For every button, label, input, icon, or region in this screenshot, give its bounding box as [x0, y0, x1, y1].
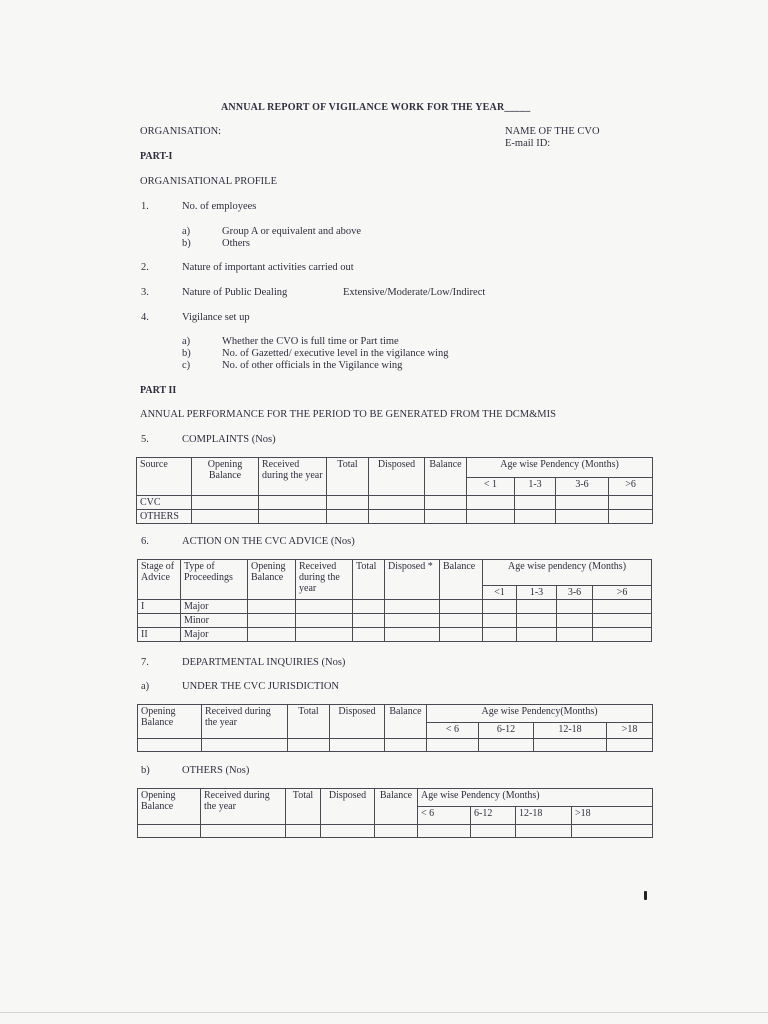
header-cell: Received during the year	[259, 458, 327, 496]
header-cell: Balance	[440, 560, 483, 600]
header-cell: Total	[353, 560, 385, 600]
age-cell: < 6	[427, 723, 479, 739]
item-text: Nature of Public Dealing	[182, 287, 288, 298]
age-cell: 1-3	[515, 478, 556, 496]
age-cell: <1	[483, 586, 517, 600]
section-title: OTHERS (Nos)	[182, 765, 250, 776]
sub-text: Group A or equivalent and above	[222, 226, 362, 237]
item-text: Vigilance set up	[182, 312, 250, 323]
section-number: a)	[141, 681, 150, 692]
cvo-name-label: NAME OF THE CVO	[505, 126, 600, 137]
header-cell: Total	[327, 458, 369, 496]
part1-subheading: ORGANISATIONAL PROFILE	[140, 176, 277, 187]
age-cell: >6	[593, 586, 652, 600]
header-cell: Stage of Advice	[138, 560, 181, 600]
sub-letter: a)	[182, 336, 191, 347]
stage-cell: I	[138, 600, 181, 614]
header-cell: Age wise Pendency (Months)	[418, 789, 653, 807]
header-cell: Source	[137, 458, 192, 496]
table-row	[138, 600, 652, 614]
header-cell: Received during the year	[202, 705, 288, 739]
header-cell: Balance	[375, 789, 418, 825]
document-title: ANNUAL REPORT OF VIGILANCE WORK FOR THE YEAR_____	[221, 102, 531, 113]
stage-cell	[138, 614, 181, 628]
header-cell: Balance	[385, 705, 427, 739]
age-cell: 3-6	[557, 586, 593, 600]
section-number: 5.	[141, 434, 149, 445]
cvc-advice-table	[137, 559, 652, 642]
sub-text: Others	[222, 238, 250, 249]
item-number: 2.	[141, 262, 149, 273]
item-number: 3.	[141, 287, 149, 298]
age-cell: 3-6	[556, 478, 609, 496]
table-row	[138, 825, 653, 838]
sub-letter: b)	[182, 348, 191, 359]
table-row	[138, 628, 652, 642]
section-number: 7.	[141, 657, 149, 668]
row-label: OTHERS	[137, 510, 192, 524]
stage-cell: II	[138, 628, 181, 642]
header-cell: Opening Balance	[138, 705, 202, 739]
sub-letter: a)	[182, 226, 191, 237]
age-cell: >18	[607, 723, 653, 739]
row-label: CVC	[137, 496, 192, 510]
header-cell: Received during the year	[296, 560, 353, 600]
age-cell: 12-18	[516, 807, 572, 825]
header-cell: Total	[286, 789, 321, 825]
section-number: b)	[141, 765, 150, 776]
header-cell: Type of Proceedings	[181, 560, 248, 600]
section-title: DEPARTMENTAL INQUIRIES (Nos)	[182, 657, 346, 668]
section-title: COMPLAINTS (Nos)	[182, 434, 276, 445]
complaints-table	[136, 457, 653, 524]
sub-text: No. of Gazetted/ executive level in the vigilance wing	[222, 348, 449, 359]
header-cell: Disposed *	[385, 560, 440, 600]
age-cell: < 1	[467, 478, 515, 496]
item-number: 1.	[141, 201, 149, 212]
header-cell: Total	[288, 705, 330, 739]
age-cell: < 6	[418, 807, 471, 825]
section-number: 6.	[141, 536, 149, 547]
page-edge	[0, 1012, 768, 1013]
age-cell: >18	[572, 807, 653, 825]
ink-mark	[644, 891, 647, 900]
age-cell: >6	[609, 478, 653, 496]
section-title: UNDER THE CVC JURISDICTION	[182, 681, 340, 692]
header-cell: Disposed	[321, 789, 375, 825]
item-number: 4.	[141, 312, 149, 323]
type-cell: Minor	[181, 614, 248, 628]
header-cell: Balance	[425, 458, 467, 496]
type-cell: Major	[181, 600, 248, 614]
table-row	[137, 496, 653, 510]
sub-letter: c)	[182, 360, 191, 371]
item-text: Nature of important activities carried out	[182, 262, 354, 273]
header-cell: Opening Balance	[248, 560, 296, 600]
public-dealing-options: Extensive/Moderate/Low/Indirect	[343, 287, 486, 298]
cvc-jurisdiction-inquiries-table	[137, 704, 653, 752]
table-row	[137, 510, 653, 524]
header-cell: Age wise pendency (Months)	[483, 560, 652, 586]
header-cell: Opening Balance	[138, 789, 201, 825]
header-cell: Age wise Pendency (Months)	[467, 458, 653, 478]
type-cell: Major	[181, 628, 248, 642]
section-title: ACTION ON THE CVC ADVICE (Nos)	[182, 536, 355, 547]
header-cell: Disposed	[369, 458, 425, 496]
part2-subheading: ANNUAL PERFORMANCE FOR THE PERIOD TO BE GENERATED FROM THE DCM&MIS	[140, 409, 556, 420]
organisation-label: ORGANISATION:	[140, 126, 222, 137]
header-cell: Received during the year	[201, 789, 286, 825]
sub-text: No. of other officials in the Vigilance wing	[222, 360, 403, 371]
email-label: E-mail ID:	[505, 138, 551, 149]
sub-text: Whether the CVO is full time or Part time	[222, 336, 399, 347]
sub-letter: b)	[182, 238, 191, 249]
part1-heading: PART-I	[140, 151, 173, 162]
age-cell: 6-12	[479, 723, 534, 739]
table-row	[138, 614, 652, 628]
age-cell: 1-3	[517, 586, 557, 600]
other-inquiries-table	[137, 788, 653, 838]
header-cell: Age wise Pendency(Months)	[427, 705, 653, 723]
age-cell: 6-12	[471, 807, 516, 825]
header-cell: Disposed	[330, 705, 385, 739]
table-row	[138, 739, 653, 752]
header-cell: Opening Balance	[192, 458, 259, 496]
item-text: No. of employees	[182, 201, 257, 212]
part2-heading: PART II	[140, 385, 177, 396]
age-cell: 12-18	[534, 723, 607, 739]
